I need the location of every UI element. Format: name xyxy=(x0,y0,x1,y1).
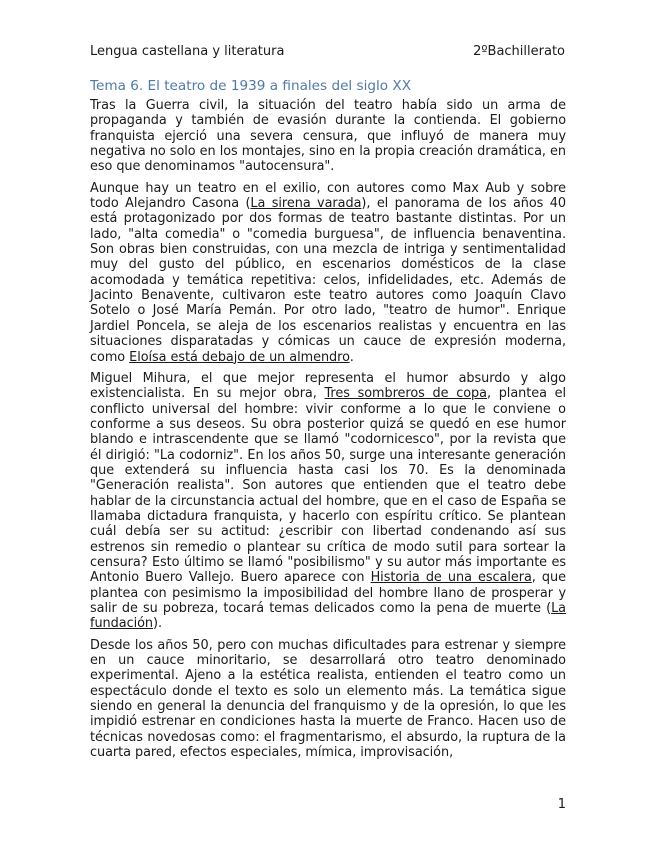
paragraph-text: Miguel Mihura, el que mejor representa el humor absurdo y algo existencialista. En su mejor obra, xyxy=(90,370,566,402)
paragraph-text: Tras la Guerra civil, la situación del teatro había sido un arma de propaganda y también de evasión durante la contienda. El gobierno franquista ejerció una severa censura, que influyó de manera muy negativa no solo en los montajes, sino en la propia creación dramática, en eso que denominamos "autocensura". xyxy=(90,98,566,175)
work-title: Tres sombreros de copa xyxy=(324,386,487,402)
header-course: 2ºBachillerato xyxy=(473,44,565,59)
page-header xyxy=(90,44,565,62)
paragraph-text: , plantea el conflicto universal del hombre: vivir conforme a lo que le conviene o conforme a sus deseos. Su obra posterior quizá se quedó en ese humor blando e intrascendente que se llamó "codornicesco", por la revista que él dirigió: "La codorniz". En los años 50, surge una interesante generación que extenderá su influencia hasta casi los 70. Es la denominada "Generación realista". Son autores que entienden que el teatro debe hablar de la circunstancia actual del hombre, que en el caso de España se llamaba dictadura franquista, y hacerlo con espíritu crítico. Se plantean cuál debía ser su actitud: ¿escribir con libertad condenando así sus estrenos sin remedio o plantear su crítica de modo sutil para sortear la censura? Esto último se llamó "posibilismo" y su autor más importante es Antonio Buero Vallejo. Buero aparece con xyxy=(90,386,566,586)
work-title: La sirena varada xyxy=(250,196,362,212)
section-title: Tema 6. El teatro de 1939 a finales del siglo XX xyxy=(90,78,412,94)
paragraph xyxy=(90,98,566,175)
work-title: Eloísa está debajo de un almendro xyxy=(129,349,350,365)
paragraph-text: ). xyxy=(153,616,163,632)
paragraph-text: Desde los años 50, pero con muchas dificultades para estrenar y siempre en un cauce minoritario, se desarrollará otro teatro denominado experimental. Ajeno a la estética realista, entienden el teatro como un espectáculo donde el texto es solo un elemento más. La temática sigue siendo en general la denuncia del franquismo y de la opresión, lo que les impidió estrenar en condiciones hasta la muerte de Franco. Hacen uso de técnicas novedosas como: el fragmentarismo, el absurdo, la ruptura de la cuarta pared, efectos especiales, mímica, improvisación, xyxy=(90,637,566,761)
paragraph-text: Aunque hay un teatro en el exilio, con autores como Max Aub y sobre todo Alejandro Casona ( xyxy=(90,180,566,212)
paragraph-text: ), el panorama de los años 40 está protagonizado por dos formas de teatro bastante distintas. Por un lado, "alta comedia" o "comedia burguesa", de influencia benaventina. Son obras bien construidas, con una mezcla de intriga y sentimentalidad muy del gusto del público, en escenarios domésticos de la clase acomodada y temática repetitiva: celos, infidelidades, etc. Además de Jacinto Benavente, cultivaron este teatro autores como Joaquín Clavo Sotelo o José María Pemán. Por otro lado, "teatro de humor". Enrique Jardiel Poncela, se aleja de los escenarios realistas y encuentra en las situaciones disparatadas y cómicas un cauce de expresión moderna, como xyxy=(90,196,566,365)
paragraph-text: , que plantea con pesimismo la imposibilidad del hombre llano de prosperar y salir de su pobreza, tocará temas delicados como la pena de muerte ( xyxy=(90,570,566,616)
work-title: Historia de una escalera xyxy=(370,570,532,586)
paragraph-text: . xyxy=(349,349,354,365)
paragraph xyxy=(90,371,566,632)
document-body xyxy=(90,98,566,766)
work-title: La fundación xyxy=(90,601,566,632)
header-subject: Lengua castellana y literatura xyxy=(90,44,285,59)
paragraph xyxy=(90,181,566,365)
paragraph xyxy=(90,638,566,761)
page-number: 1 xyxy=(557,797,566,812)
